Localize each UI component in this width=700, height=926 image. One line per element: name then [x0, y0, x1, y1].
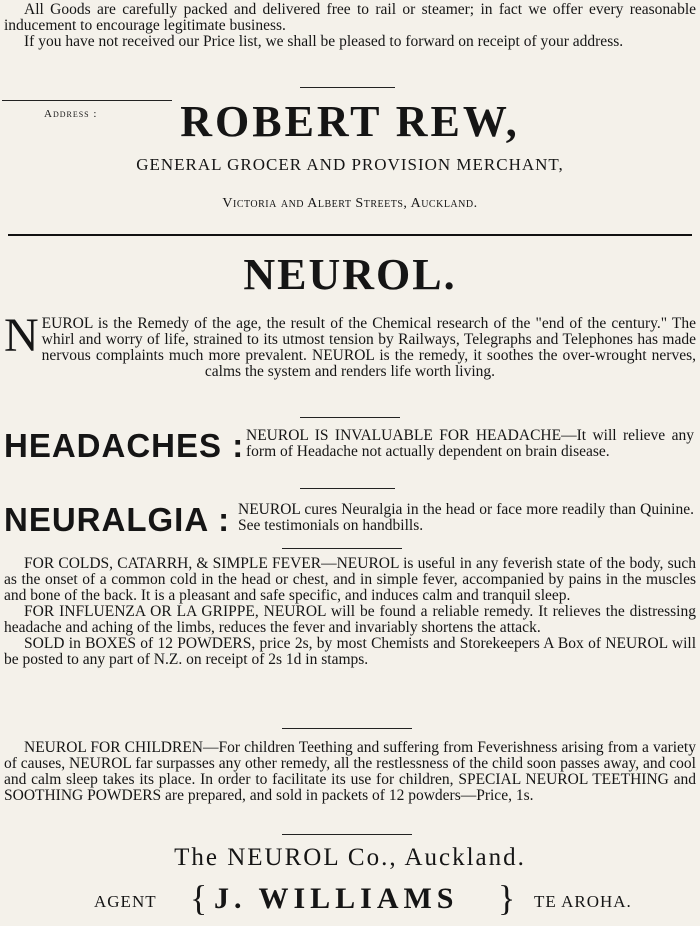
neuralgia-text: NEUROL cures Neuralgia in the head or face more readily than Quinine. See testimonials on handbills.: [238, 501, 694, 534]
neurol-title: NEUROL.: [243, 250, 457, 299]
agent-brace-close: }: [498, 878, 516, 918]
divider-short-1: [300, 417, 400, 418]
agent-row: [0, 880, 700, 920]
agent-name: J. WILLIAMS: [214, 882, 459, 915]
headaches-heading: HEADACHES :: [4, 427, 245, 464]
children-paragraph: NEUROL FOR CHILDREN—For children Teething and suffering from Feverishness arising from a variety of causes, NEUROL far surpasses any other remedy, all the restlessness of the child soon passes away, and cool and calm sleep takes its place. In order to facilitate its use for children, SPECIAL NEUROL TEETHING and SOOTHING POWDERS are prepared, and sold in packets of 12 powders—Price, 1s.: [4, 739, 696, 804]
header-line-2: If you have not received our Price list, we shall be pleased to forward on receipt of your address.: [24, 33, 624, 50]
neurol-body: [4, 556, 696, 668]
agent-label: AGENT: [94, 892, 157, 911]
divider-short-2: [300, 488, 395, 489]
divider-short-5: [282, 834, 412, 835]
headaches-text: NEUROL IS INVALUABLE FOR HEADACHE—It will relieve any form of Headache not actually dependent on brain disease.: [246, 427, 694, 460]
influenza-paragraph: FOR INFLUENZA OR LA GRIPPE, NEUROL will be found a reliable remedy. It relieves the distressing headache and aching of the limbs, reduces the fever and invariably shortens the attack.: [4, 603, 696, 636]
merchant-title-row: [4, 155, 696, 175]
neurol-intro: [4, 309, 696, 380]
header-line-1: All Goods are carefully packed and delivered free to rail or steamer; in fact we offer every reasonable inducement to encourage legitimate business.: [4, 1, 696, 34]
merchant-title: GENERAL GROCER AND PROVISION MERCHANT,: [136, 155, 564, 174]
sold-paragraph: SOLD in BOXES of 12 POWDERS, price 2s, by most Chemists and Storekeepers A Box of NEUROL will be posted to any part of N.Z. on receipt of 2s 1d in stamps.: [4, 635, 696, 668]
agent-brace-open: {: [190, 878, 208, 918]
agent-place: TE AROHA.: [534, 892, 632, 911]
divider-short-3: [282, 548, 402, 549]
intro-dropcap: N: [4, 309, 39, 362]
header-notice: [4, 2, 696, 50]
neurol-title-row: [4, 252, 696, 298]
address-label: Address :: [44, 108, 98, 120]
merchant-location-row: [4, 194, 696, 212]
divider-section: [8, 234, 692, 236]
colds-paragraph: FOR COLDS, CATARRH, & SIMPLE FEVER—NEUROL is useful in any feverish state of the body, such as the onset of a common cold in the head or chest, and in simple fever, accompanied by pains in the muscles and bone of the back. It is a pleasant and safe specific, and induces calm and tranquil sleep.: [4, 555, 696, 604]
merchant-location: Victoria and Albert Streets, Auckland.: [222, 196, 478, 211]
merchant-name: ROBERT REW,: [180, 97, 520, 146]
children-block: [4, 740, 696, 804]
divider-short-4: [282, 728, 412, 729]
company-row: [4, 844, 696, 872]
company-name: The NEUROL Co., Auckland.: [174, 844, 526, 871]
intro-text: EUROL is the Remedy of the age, the result of the Chemical research of the "end of the century." The whirl and worry of life, strained to its utmost tension by Railways, Telegraphs and Telephones has made nervous complaints much more prevalent. NEUROL is the remedy, it soothes the over-wrought nerves, calms the system and renders life worth living.: [41, 315, 696, 380]
merchant-name-row: [4, 97, 696, 146]
neuralgia-heading: NEURALGIA :: [4, 501, 231, 538]
divider-short-top: [300, 87, 395, 88]
